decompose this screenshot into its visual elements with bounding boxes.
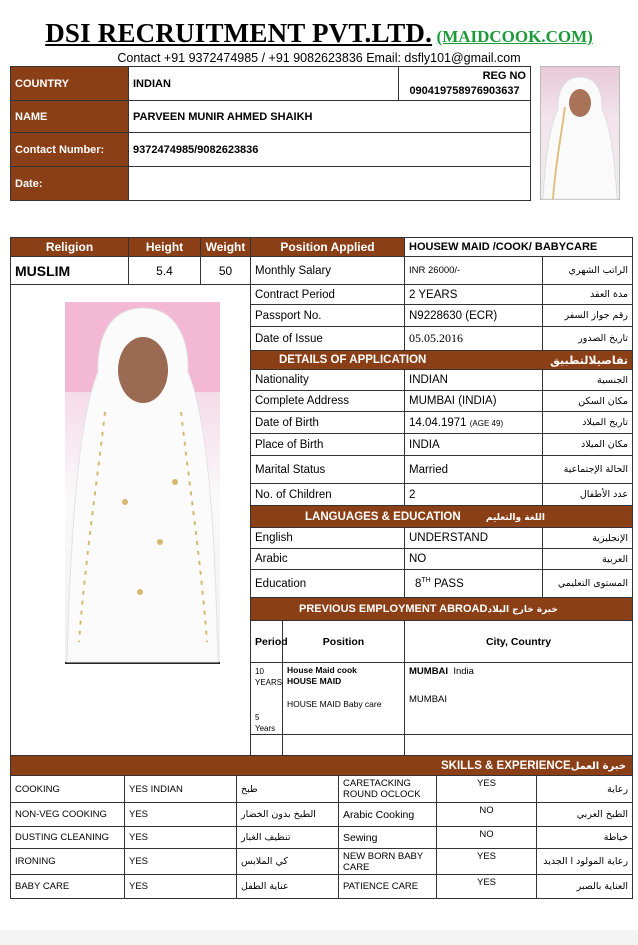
english-label: English [251,528,405,549]
skill-value-2: YES [437,875,537,899]
candidate-photo-small [540,66,620,200]
skill-name-2: PATIENCE CARE [339,875,437,899]
skill-name: COOKING [11,776,125,803]
position-1b: HOUSE MAID [287,676,342,686]
date-of-issue-ar: تاريخ الصدور [543,327,633,351]
monthly-salary-label: Monthly Salary [251,257,405,285]
children-label: No. of Children [251,484,405,506]
person-silhouette-icon [541,67,619,199]
skill-ar-2: الطبخ العربي [537,803,633,827]
passport-value: N9228630 (ECR) [405,305,543,327]
dob-label: Date of Birth [251,412,405,434]
skill-name-2: Sewing [339,827,437,849]
position-column-label: Position [322,635,365,648]
skill-name: DUSTING CLEANING [11,827,125,849]
city-2: MUMBAI [409,694,447,705]
period-column-header [251,621,288,663]
height-header: Height [129,238,201,257]
employment-title-ar: خبرة خارج البلاد [487,605,558,615]
skill-name-2: Arabic Cooking [339,803,437,827]
address-label: Complete Address [251,391,405,412]
address-ar: مكان السكن [543,391,633,412]
education-ar: المستوى التعليمي [543,570,633,598]
education-value-sup: TH [421,577,431,585]
date-label: Date: [11,167,129,201]
skill-ar: كي الملابس [237,849,339,875]
skill-value: YES [125,803,237,827]
details-header [251,351,633,370]
contact-number-value: 9372474985/9082623836 [129,133,531,167]
contact-number-label: Contact Number: [11,133,129,167]
contract-period-ar: مدة العقد [543,285,633,305]
period-1: 10 YEARS [255,667,283,687]
passport-label: Passport No. [251,305,405,327]
skill-ar: تنظيف الغبار [237,827,339,849]
country-value: INDIAN [129,67,399,101]
nationality-label: Nationality [251,370,405,391]
pob-label: Place of Birth [251,434,405,456]
skills-title-ar: خبرة العمل [570,760,627,772]
passport-ar: رقم جواز السفر [543,305,633,327]
skill-ar-2: رعاية [537,776,633,803]
skill-ar-2: خياطة [537,827,633,849]
skills-header [11,756,633,776]
english-ar: الإنجليزية [543,528,633,549]
skill-row [11,776,633,803]
company-website[interactable]: (MAIDCOOK.COM) [436,27,593,46]
skill-ar: عناية الطفل [237,875,339,899]
employment-empty-2 [283,735,405,757]
position-cell [283,663,405,735]
period-cell [251,663,283,735]
city-column-label: City, Country [485,635,552,648]
languages-title: LANGUAGES & EDUCATION [305,510,461,523]
arabic-label: Arabic [251,549,405,570]
weight-header: Weight [201,238,251,257]
period-2: 5 Years [255,713,276,733]
skill-value-2: YES [437,849,537,875]
children-value: 2 [405,484,543,506]
skill-name: IRONING [11,849,125,875]
skill-row [11,875,633,899]
details-title-ar: تفاصيلالتطبيق [550,353,629,367]
details-title: DETAILS OF APPLICATION [279,353,427,366]
skill-ar-2: العناية بالصبر [537,875,633,899]
education-label: Education [251,570,405,598]
address-value: MUMBAI (INDIA) [405,391,543,412]
skill-ar: طبخ [237,776,339,803]
dob-value: 14.04.1971 [409,416,467,429]
top-info-table [10,66,531,201]
reg-no-label: REG NO [482,69,526,82]
position-applied-header: Position Applied [251,238,405,257]
date-value [129,167,531,201]
company-name: DSI RECRUITMENT PVT.LTD. [45,18,433,48]
skill-value-2: NO [437,827,537,849]
education-value: 8 [415,577,422,590]
monthly-salary-value: INR 26000/- [405,257,543,285]
position-column-header [283,621,405,663]
skill-value: YES [125,827,237,849]
skill-name: NON-VEG COOKING [11,803,125,827]
skill-ar-2: رعاية المولود ا الجديد [537,849,633,875]
pob-ar: مكان الميلاد [543,434,633,456]
skill-value-2: NO [437,803,537,827]
skill-value: YES INDIAN [125,776,237,803]
age-value: (AGE 49) [469,418,504,428]
reg-no-value: 090419758976903637 [409,84,520,97]
contract-period-value: 2 YEARS [405,285,543,305]
country-1: India [453,666,474,677]
english-value: UNDERSTAND [405,528,543,549]
reg-no-cell [399,67,531,101]
employment-empty-1 [251,735,283,757]
religion-header: Religion [11,238,129,257]
skill-ar: الطبخ بدون الخضار [237,803,339,827]
religion-value: MUSLIM [11,257,129,285]
skill-value-2: YES [437,776,537,803]
languages-title-ar: اللغة والتعليم [485,512,545,523]
pob-value: INDIA [405,434,543,456]
skill-row [11,849,633,875]
letterhead [0,18,638,49]
marital-status-ar: الحالة الإجتماعية [543,456,633,484]
name-label: NAME [11,101,129,133]
employment-header [251,598,633,621]
person-photo-icon [65,302,220,662]
skills-title: SKILLS & EXPERIENCE [440,759,571,772]
arabic-ar: العربية [543,549,633,570]
employment-title: PREVIOUS EMPLOYMENT ABROAD [299,603,488,615]
children-ar: عدد الأطفال [543,484,633,506]
dob-ar: تاريخ الميلاد [543,412,633,434]
city-1: MUMBAI [409,666,449,677]
country-label: COUNTRY [11,67,129,101]
education-value-cell [405,570,543,598]
position-1a: House Maid cook [287,665,357,675]
marital-status-label: Marital Status [251,456,405,484]
nationality-value: INDIAN [405,370,543,391]
weight-value: 50 [201,257,251,285]
skill-name-2: CARETACKING ROUND OCLOCK [339,776,437,803]
education-value-rest: PASS [430,577,464,590]
monthly-salary-ar: الراتب الشهري [543,257,633,285]
languages-header [251,506,633,528]
date-of-issue-label: Date of Issue [251,327,405,351]
position-applied-value: HOUSEW MAID /COOK/ BABYCARE [405,238,633,257]
page-footer-strip [0,930,638,945]
candidate-photo [65,302,220,664]
skill-name-2: NEW BORN BABY CARE [339,849,437,875]
contact-line: Contact +91 9372474985 / +91 9082623836 Email: dsfly101@gmail.com [117,51,521,65]
skills-table [10,755,633,899]
skill-row [11,827,633,849]
city-column-header [405,621,633,663]
height-value: 5.4 [129,257,201,285]
name-value: PARVEEN MUNIR AHMED SHAIKH [129,101,531,133]
skill-value: YES [125,849,237,875]
dob-value-cell [405,412,543,434]
nationality-ar: الجنسية [543,370,633,391]
skill-row [11,803,633,827]
employment-empty-3 [405,735,633,757]
contract-period-label: Contract Period [251,285,405,305]
skill-value: YES [125,875,237,899]
date-of-issue-value: 05.05.2016 [405,327,543,351]
marital-status-value: Married [405,456,543,484]
period-column-label: Period [255,635,288,648]
arabic-value: NO [405,549,543,570]
city-cell [405,663,633,735]
skill-name: BABY CARE [11,875,125,899]
position-2: HOUSE MAID Baby care [287,699,382,709]
